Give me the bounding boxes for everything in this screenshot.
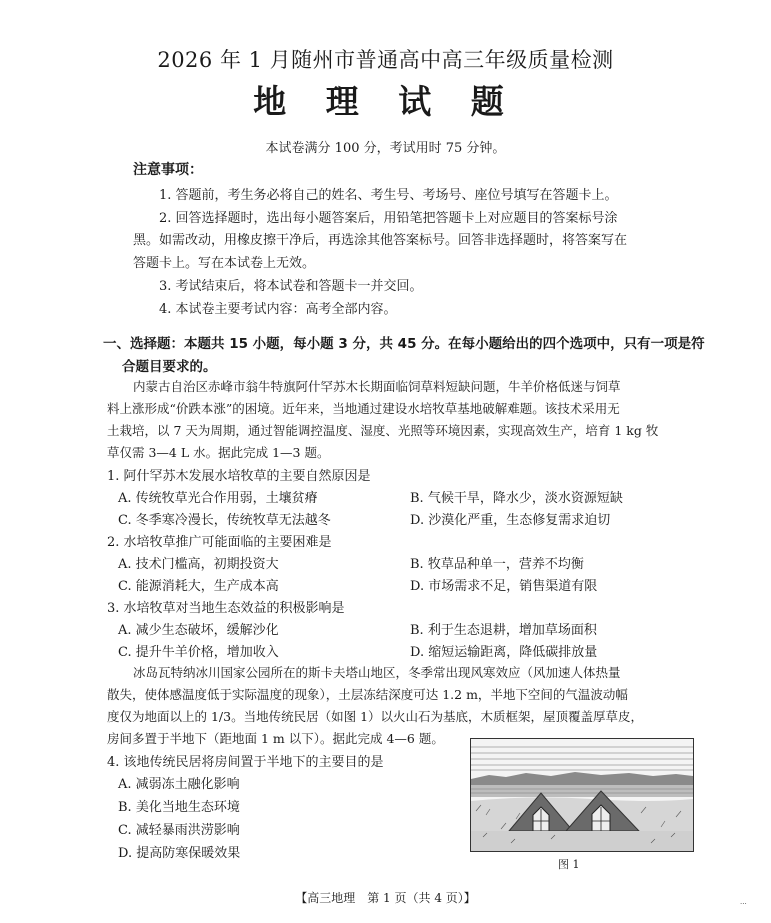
passage2-line-4: 房间多置于半地下（距地面 1 m 以下）。据此完成 4—6 题。 bbox=[107, 731, 444, 746]
q3-option-c: C. 提升牛羊价格，增加收入 bbox=[118, 645, 279, 660]
passage1-line-3: 土栽培，以 7 天为周期，通过智能调控温度、湿度、光照等环境因素，实现高效生产，培育 1 kg 牧 bbox=[107, 423, 659, 438]
exam-info: 本试卷满分 100 分，考试用时 75 分钟。 bbox=[265, 141, 506, 156]
q3-option-b: B. 利于生态退耕，增加草场面积 bbox=[410, 623, 597, 638]
figure-1-caption: 图 1 bbox=[558, 858, 580, 871]
notice-line-4: 答题卡上。写在本试卷上无效。 bbox=[133, 256, 316, 271]
q1-option-d: D. 沙漠化严重，生态修复需求迫切 bbox=[410, 513, 611, 528]
section1-heading: 一、选择题：本题共 15 小题，每小题 3 分，共 45 分。在每小题给出的四个选项中，只有一项是符 bbox=[103, 336, 705, 352]
q1-option-b: B. 气候干旱，降水少，淡水资源短缺 bbox=[410, 491, 623, 506]
q4-stem: 4. 该地传统民居将房间置于半地下的主要目的是 bbox=[107, 755, 384, 770]
notice-line-5: 3. 考试结束后，将本试卷和答题卡一并交回。 bbox=[159, 279, 423, 294]
passage2-line-2: 散失，使体感温度低于实际温度的现象），土层冻结深度可达 1.2 m，半地下空间的气温波动幅 bbox=[107, 687, 628, 702]
passage1-line-2: 料上涨形成“价跌本涨”的困境。近年来，当地通过建设水培牧草基地破解难题。该技术采用无 bbox=[107, 401, 620, 416]
q4-option-c: C. 减轻暴雨洪涝影响 bbox=[118, 823, 240, 838]
exam-title: 2026 年 1 月随州市普通高中高三年级质量检测 bbox=[157, 48, 614, 72]
q1-stem: 1. 阿什罕苏木发展水培牧草的主要自然原因是 bbox=[107, 469, 371, 484]
q2-stem: 2. 水培牧草推广可能面临的主要困难是 bbox=[107, 535, 332, 550]
passage1-line-1: 内蒙古自治区赤峰市翁牛特旗阿什罕苏木长期面临饲草料短缺问题，牛羊价格低迷与饲草 bbox=[133, 379, 621, 394]
passage2-line-1: 冰岛瓦特纳冰川国家公园所在的斯卡夫塔山地区，冬季常出现风寒效应（风加速人体热量 bbox=[133, 665, 621, 680]
q2-option-c: C. 能源消耗大，生产成本高 bbox=[118, 579, 279, 594]
q3-option-d: D. 缩短运输距离，降低碳排放量 bbox=[410, 645, 598, 660]
passage2-line-3: 度仅为地面以上的 1/3。当地传统民居（如图 1）以火山石为基底，木质框架，屋顶覆盖厚草皮， bbox=[107, 709, 644, 724]
notice-line-1: 1. 答题前，考生务必将自己的姓名、考生号、考场号、座位号填写在答题卡上。 bbox=[159, 188, 618, 203]
q3-option-a: A. 减少生态破坏，缓解沙化 bbox=[118, 623, 279, 638]
footer-mark: ... bbox=[740, 898, 747, 906]
notice-line-3: 黑。如需改动，用橡皮擦干净后，再选涂其他答案标号。回答非选择题时，将答案写在 bbox=[133, 233, 628, 248]
q4-option-a: A. 减弱冻土融化影响 bbox=[118, 777, 240, 792]
q2-option-b: B. 牧草品种单一，营养不均衡 bbox=[410, 557, 584, 572]
figure-1-sod-houses bbox=[470, 738, 694, 852]
q2-option-a: A. 技术门槛高，初期投资大 bbox=[118, 557, 279, 572]
notice-heading: 注意事项： bbox=[133, 162, 203, 178]
q1-option-a: A. 传统牧草光合作用弱，土壤贫瘠 bbox=[118, 491, 318, 506]
passage1-line-4: 草仅需 3—4 L 水。据此完成 1—3 题。 bbox=[107, 445, 330, 460]
q2-option-d: D. 市场需求不足，销售渠道有限 bbox=[410, 579, 598, 594]
subject-title: 地 理 试 题 bbox=[253, 82, 518, 121]
q4-option-b: B. 美化当地生态环境 bbox=[118, 800, 240, 815]
section1-heading-cont: 合题目要求的。 bbox=[122, 359, 217, 375]
notice-line-6: 4. 本试卷主要考试内容：高考全部内容。 bbox=[159, 302, 397, 317]
q3-stem: 3. 水培牧草对当地生态效益的积极影响是 bbox=[107, 601, 345, 616]
page-footer: 【高三地理 第 1 页（共 4 页）】 bbox=[295, 891, 476, 905]
q1-option-c: C. 冬季寒冷漫长，传统牧草无法越冬 bbox=[118, 513, 331, 528]
q4-option-d: D. 提高防寒保暖效果 bbox=[118, 846, 241, 861]
notice-line-2: 2. 回答选择题时，选出每小题答案后，用铅笔把答题卡上对应题目的答案标号涂 bbox=[159, 211, 618, 226]
